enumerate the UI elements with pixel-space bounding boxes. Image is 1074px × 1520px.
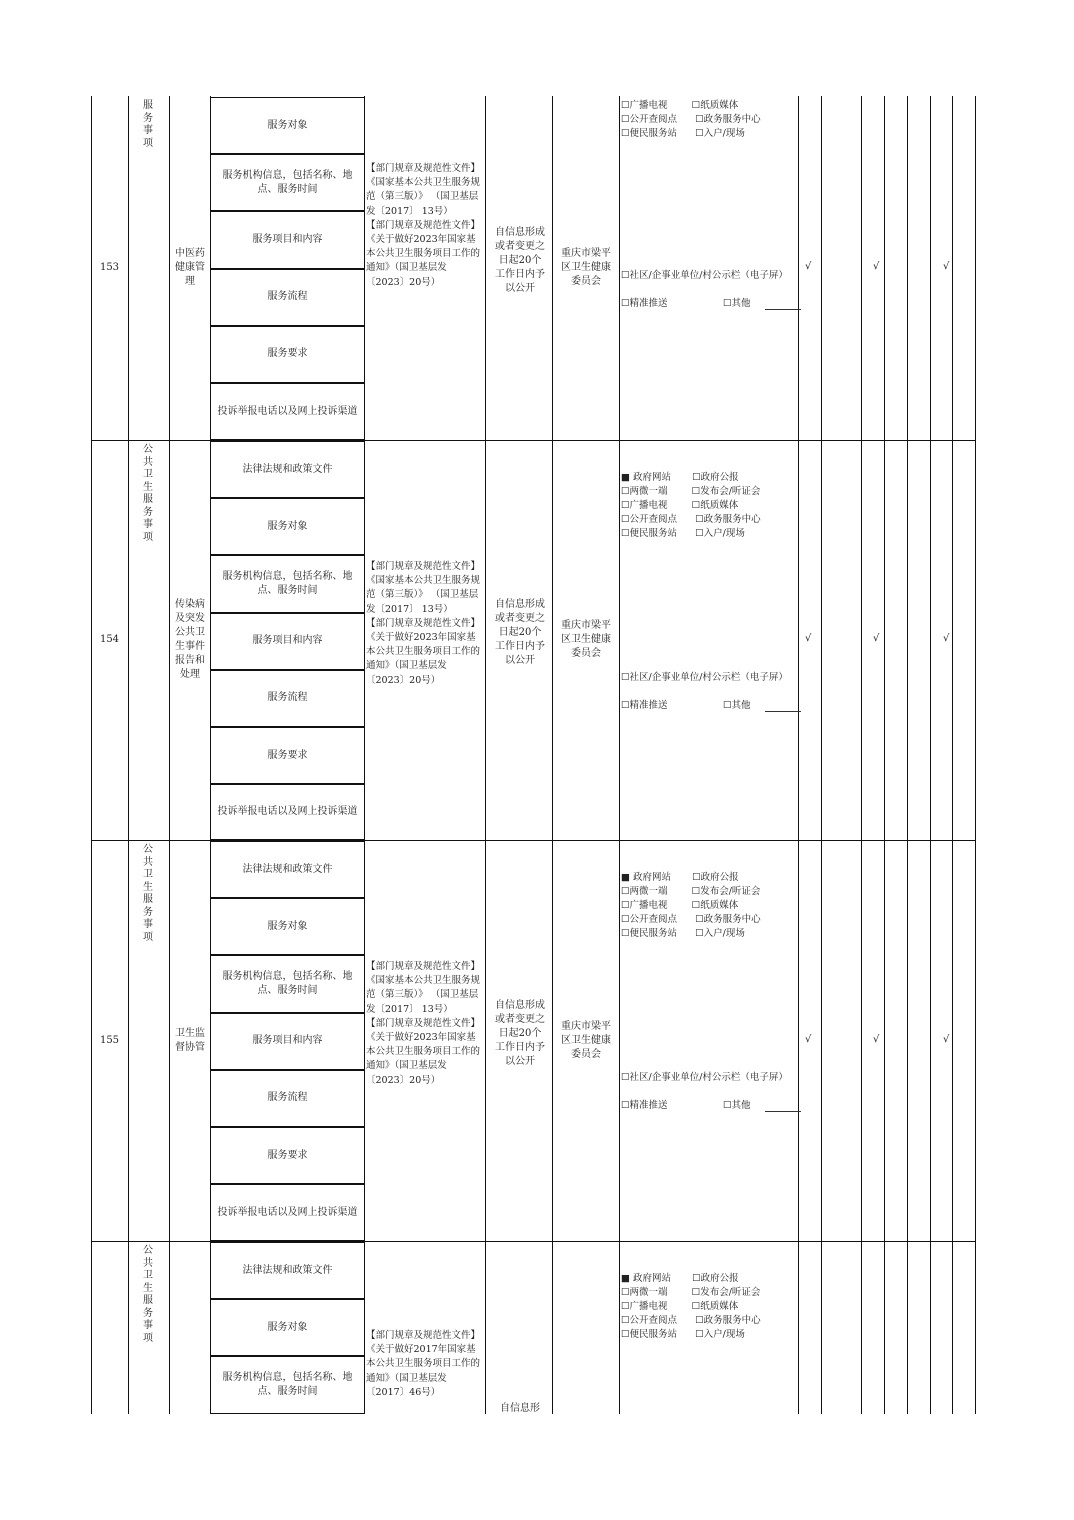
sub-item-cell: 服务机构信息，包括名称、地点、服务时间 bbox=[210, 555, 365, 612]
sub-item-cell: 服务对象 bbox=[210, 1299, 365, 1356]
precise-push-channel: ☐精准推送 bbox=[621, 1100, 668, 1111]
publish-deadline-text: 自信息形成或者变更之日起20个工作日内予以公开 bbox=[495, 999, 545, 1067]
other-blank-line bbox=[765, 301, 801, 310]
grid-vline-2 bbox=[169, 96, 170, 1414]
sub-item-cell: 服务要求 bbox=[210, 727, 365, 784]
sub-item-cell: 服务机构信息，包括名称、地点、服务时间 bbox=[210, 955, 365, 1012]
sub-item-cell: 服务项目和内容 bbox=[210, 613, 365, 670]
sub-item-cell: 投诉举报电话以及网上投诉渠道 bbox=[210, 1184, 365, 1241]
responsible-agency-text: 重庆市梁平区卫生健康委员会 bbox=[561, 620, 611, 659]
row-number: 153 bbox=[99, 262, 120, 273]
item-name: 中医药健康管理 bbox=[175, 248, 205, 287]
grid-vline-15 bbox=[975, 96, 976, 1414]
category-label: 公共卫生服务事项 bbox=[143, 444, 153, 543]
publish-channels-list: ☐广播电视 ☐纸质媒体 ☐公开查阅点 ☐政务服务中心 ☐便民服务站 ☐入户/现场 bbox=[621, 100, 761, 139]
check-mark: √ bbox=[943, 1033, 950, 1045]
row-number: 155 bbox=[99, 1034, 120, 1046]
grid-vline-0 bbox=[91, 96, 92, 1414]
check-mark: √ bbox=[873, 1033, 880, 1045]
sub-item-cell: 服务机构信息，包括名称、地点、服务时间 bbox=[210, 1356, 365, 1413]
check-mark: √ bbox=[805, 633, 812, 644]
other-blank-line bbox=[765, 1103, 801, 1112]
sub-item-cell: 服务对象 bbox=[210, 97, 365, 154]
community-board-channel: ☐社区/企事业单位/村公示栏（电子屏） bbox=[621, 1072, 788, 1083]
category-label: 公共卫生服务事项 bbox=[143, 844, 153, 943]
sub-item-cell: 服务流程 bbox=[210, 670, 365, 727]
other-blank-line bbox=[765, 703, 801, 712]
row-number: 154 bbox=[99, 634, 120, 645]
sub-item-cell: 服务要求 bbox=[210, 326, 365, 383]
check-mark: √ bbox=[805, 1033, 812, 1045]
legal-basis-text: 【部门规章及规范性文件】《国家基本公共卫生服务规范（第三版）》 （国卫基层发〔2017〕 13号） 【部门规章及规范性文件】《关于做好2023年国家基本公共卫生服务项目工作的通知》（国卫基层发〔2023〕20号） bbox=[366, 163, 481, 288]
category-label: 公共卫生服务事项 bbox=[143, 1245, 153, 1344]
grid-vline-7 bbox=[619, 96, 620, 1414]
sub-item-cell: 服务流程 bbox=[210, 1070, 365, 1127]
sub-item-cell: 服务对象 bbox=[210, 898, 365, 955]
legal-basis-text: 【部门规章及规范性文件】《国家基本公共卫生服务规范（第三版）》 （国卫基层发〔2017〕 13号） 【部门规章及规范性文件】《关于做好2023年国家基本公共卫生服务项目工作的通知》（国卫基层发〔2023〕20号） bbox=[366, 961, 481, 1086]
grid-vline-1 bbox=[128, 96, 129, 1414]
publish-deadline-text: 自信息形成或者变更之日起20个工作日内予以公开 bbox=[495, 227, 545, 294]
other-channel: ☐其他 bbox=[723, 298, 751, 309]
item-name: 传染病及突发公共卫生事件报告和处理 bbox=[175, 599, 205, 680]
publish-channels-list: ■ 政府网站 ☐政府公报 ☐两微一端 ☐发布会/听证会 ☐广播电视 ☐纸质媒体 ☐公开查阅点 ☐政务服务中心 ☐便民服务站 ☐入户/现场 bbox=[621, 872, 761, 939]
precise-push-channel: ☐精准推送 bbox=[621, 700, 668, 711]
grid-vline-13 bbox=[930, 96, 931, 1414]
category-label: 服务事项 bbox=[143, 100, 153, 149]
grid-vline-5 bbox=[485, 96, 486, 1414]
responsible-agency-text: 重庆市梁平区卫生健康委员会 bbox=[561, 1020, 611, 1060]
community-board-channel: ☐社区/企事业单位/村公示栏（电子屏） bbox=[621, 672, 788, 683]
sub-item-cell: 法律法规和政策文件 bbox=[210, 441, 365, 498]
check-mark: √ bbox=[943, 261, 950, 272]
grid-vline-11 bbox=[884, 96, 885, 1414]
legal-basis-text: 【部门规章及规范性文件】《关于做好2017年国家基本公共卫生服务项目工作的通知》（国卫基层发〔2017〕46号） bbox=[366, 1330, 481, 1398]
publish-deadline-text: 自信息形 bbox=[500, 1403, 540, 1414]
check-mark: √ bbox=[873, 261, 880, 272]
publish-channels-list: ■ 政府网站 ☐政府公报 ☐两微一端 ☐发布会/听证会 ☐广播电视 ☐纸质媒体 ☐公开查阅点 ☐政务服务中心 ☐便民服务站 ☐入户/现场 bbox=[621, 472, 761, 539]
sub-item-cell: 法律法规和政策文件 bbox=[210, 841, 365, 898]
grid-vline-10 bbox=[861, 96, 862, 1414]
sub-item-cell: 服务流程 bbox=[210, 269, 365, 326]
check-mark: √ bbox=[943, 633, 950, 644]
check-mark: √ bbox=[805, 261, 812, 272]
other-channel: ☐其他 bbox=[723, 700, 751, 711]
precise-push-channel: ☐精准推送 bbox=[621, 298, 668, 309]
grid-vline-8 bbox=[798, 96, 799, 1414]
grid-vline-6 bbox=[552, 96, 553, 1414]
sub-item-cell: 服务对象 bbox=[210, 498, 365, 555]
sub-item-cell: 投诉举报电话以及网上投诉渠道 bbox=[210, 784, 365, 840]
sub-item-cell: 法律法规和政策文件 bbox=[210, 1242, 365, 1299]
sub-item-cell: 服务要求 bbox=[210, 1127, 365, 1184]
other-channel: ☐其他 bbox=[723, 1100, 751, 1111]
publish-channels-list: ■ 政府网站 ☐政府公报 ☐两微一端 ☐发布会/听证会 ☐广播电视 ☐纸质媒体 ☐公开查阅点 ☐政务服务中心 ☐便民服务站 ☐入户/现场 bbox=[621, 1273, 761, 1340]
grid-vline-12 bbox=[907, 96, 908, 1414]
sub-item-cell: 投诉举报电话以及网上投诉渠道 bbox=[210, 383, 365, 440]
grid-vline-14 bbox=[952, 96, 953, 1414]
check-mark: √ bbox=[873, 633, 880, 644]
community-board-channel: ☐社区/企事业单位/村公示栏（电子屏） bbox=[621, 270, 788, 281]
sub-item-cell: 服务项目和内容 bbox=[210, 1013, 365, 1070]
publish-deadline-text: 自信息形成或者变更之日起20个工作日内予以公开 bbox=[495, 599, 545, 666]
grid-vline-9 bbox=[821, 96, 822, 1414]
item-name: 卫生监督协管 bbox=[175, 1027, 205, 1053]
legal-basis-text: 【部门规章及规范性文件】《国家基本公共卫生服务规范（第三版）》 （国卫基层发〔2017〕 13号） 【部门规章及规范性文件】《关于做好2023年国家基本公共卫生服务项目工作的通知》（国卫基层发〔2023〕20号） bbox=[366, 561, 481, 686]
responsible-agency-text: 重庆市梁平区卫生健康委员会 bbox=[561, 248, 611, 287]
sub-item-cell: 服务项目和内容 bbox=[210, 211, 365, 268]
sub-item-cell: 服务机构信息，包括名称、地点、服务时间 bbox=[210, 154, 365, 211]
